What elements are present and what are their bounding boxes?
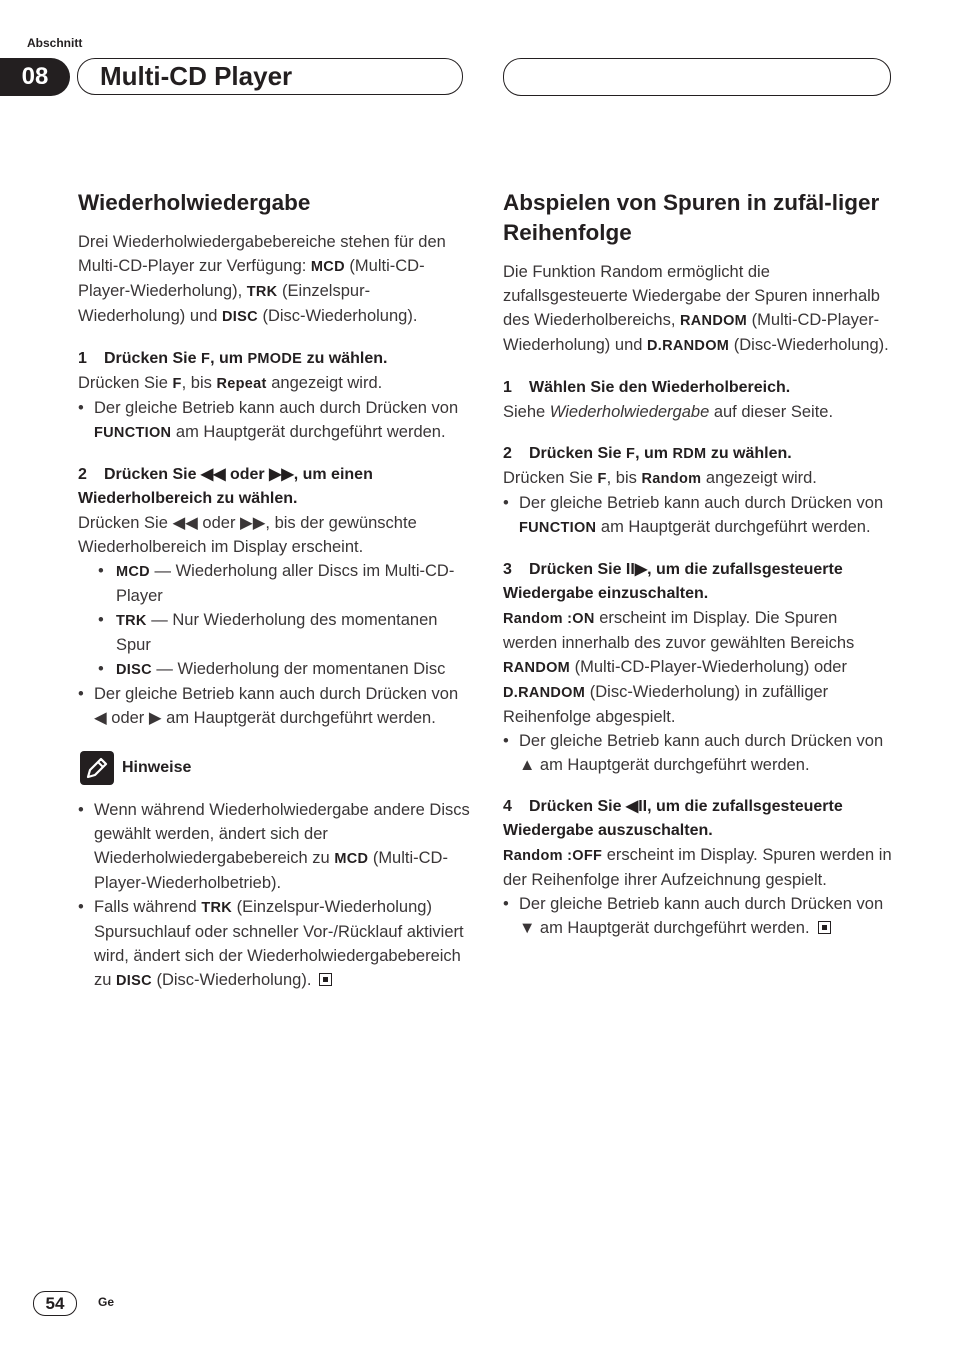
note-item: [78, 895, 470, 993]
end-of-section-icon: [818, 921, 831, 934]
note-pencil-icon: [80, 751, 114, 785]
key-repeat: Repeat: [216, 376, 267, 392]
key-random: Random: [641, 471, 702, 487]
bullet: •: [98, 562, 104, 580]
key-rdm: RDM: [672, 446, 707, 462]
text: , um: [210, 350, 248, 367]
step-number: 4: [503, 798, 512, 815]
text: am Hauptgerät durchgeführt werden.: [171, 423, 446, 441]
text: Wenn während Wiederholwiedergabe andere Discs gewählt werden, ändert sich der Wiederholwiedergabebereich zu: [94, 801, 470, 867]
list-item: [78, 559, 470, 608]
heading-wiederholwiedergabe: Wiederholwiedergabe: [78, 190, 311, 215]
end-of-section-icon: [319, 973, 332, 986]
step-1-note: [78, 396, 470, 445]
step-2-body: Drücken Sie ◀◀ oder ▶▶, bis der gewünschte Wiederholbereich im Display erscheint.: [78, 514, 417, 556]
bullet: •: [78, 685, 84, 703]
step-3-note: [503, 729, 895, 777]
key-disc: DISC: [222, 309, 258, 325]
section-label: Abschnitt: [27, 36, 83, 50]
language-code: Ge: [98, 1295, 115, 1309]
text: Drei Wiederholwiedergabebereiche stehen für den Multi-CD-Player zur Verfügung:: [78, 233, 446, 275]
key-f: F: [200, 351, 211, 367]
step-3-body: [503, 606, 895, 729]
text: Falls während: [94, 898, 202, 916]
right-column: [503, 188, 895, 940]
bullet: •: [78, 801, 84, 819]
page-number: 54: [33, 1291, 77, 1316]
intro-paragraph: [78, 230, 470, 329]
step-1-title: [503, 376, 895, 400]
step-4-body: [503, 843, 895, 892]
heading-random: Abspielen von Spuren in zufäl-liger Reihenfolge: [503, 190, 880, 245]
bullet: •: [98, 660, 104, 678]
text: (Einzelspur-Wiederholung) Spursuchlauf oder schneller Vor-/Rücklauf aktiviert wird, ändert sich der Wiederholwiedergabebereich zu: [94, 898, 464, 989]
key-disc: DISC: [116, 973, 152, 989]
key-disc: DISC: [116, 662, 152, 678]
hinweise-label: Hinweise: [122, 759, 192, 776]
key-pmode: PMODE: [247, 351, 303, 367]
text: (Multi-CD-Player-Wiederholbetrieb).: [94, 849, 448, 892]
bullet: •: [503, 494, 509, 512]
text: (Disc-Wiederholung).: [729, 336, 889, 354]
bullet: •: [78, 898, 84, 916]
step-2-body: [503, 466, 895, 491]
header-right-frame: [503, 58, 891, 96]
text: , bis: [606, 469, 642, 487]
intro-paragraph: [503, 260, 895, 358]
step-1-title: [78, 347, 470, 371]
key-trk: TRK: [116, 613, 147, 629]
text: Drücken Sie II▶, um die zufallsgesteuerte Wiedergabe einzuschalten.: [503, 561, 843, 602]
text: Der gleiche Betrieb kann auch durch Drücken von ▲ am Hauptgerät durchgeführt werden.: [519, 732, 884, 774]
key-mcd: MCD: [334, 851, 369, 867]
step-number: 1: [78, 350, 87, 367]
text: Drücken Sie: [78, 374, 173, 392]
text: erscheint im Display. Spuren werden in der Reihenfolge ihrer Aufzeichnung gespielt.: [503, 846, 892, 889]
list-item: [78, 657, 470, 682]
key-mcd: MCD: [116, 564, 150, 580]
text: zu wählen.: [706, 445, 792, 462]
step-1-body: [503, 400, 895, 424]
text: (Einzelspur-Wiederholung) und: [78, 282, 371, 325]
step-4-note: [503, 892, 895, 940]
step-2-note: [78, 682, 470, 730]
key-f: F: [597, 471, 607, 487]
key-function: FUNCTION: [519, 520, 597, 536]
key-trk: TRK: [201, 900, 233, 916]
key-f: F: [625, 446, 636, 462]
step-1-body: [78, 371, 470, 396]
section-number-badge: 08: [0, 58, 70, 96]
step-number: 3: [503, 561, 512, 578]
text: , um: [635, 445, 673, 462]
bullet: •: [503, 895, 509, 913]
text: Der gleiche Betrieb kann auch durch Drücken von: [94, 399, 459, 417]
text: Die Funktion Random ermöglicht die zufallsgesteuerte Wiedergabe der Spuren innerhalb des Wiederholbereichs,: [503, 263, 880, 329]
step-2-note: [503, 491, 895, 540]
text: (Disc-Wiederholung) in zufälliger Reihenfolge abgespielt.: [503, 683, 829, 726]
text: (Disc-Wiederholung).: [151, 971, 312, 989]
text: Drücken Sie: [529, 445, 626, 462]
hinweise-header: [78, 750, 470, 786]
text: Drücken Sie: [503, 469, 598, 487]
text: Drücken Sie ◀◀ oder ▶▶, um einen Wiederholbereich zu wählen.: [78, 466, 373, 507]
left-column: [78, 188, 470, 993]
bullet: •: [78, 399, 84, 417]
step-4-title: [503, 795, 895, 843]
text: Drücken Sie ◀II, um die zufallsgesteuerte Wiedergabe auszuschalten.: [503, 798, 843, 839]
step-2-title: [78, 463, 470, 511]
note-item: [78, 798, 470, 895]
key-function: FUNCTION: [94, 425, 172, 441]
text: (Multi-CD-Player-Wiederholung),: [78, 257, 425, 300]
key-random-on: Random :ON: [503, 611, 595, 627]
text: angezeigt wird.: [701, 469, 817, 487]
key-trk: TRK: [246, 284, 278, 300]
text: (Multi-CD-Player-Wiederholung) und: [503, 311, 880, 354]
text: am Hauptgerät durchgeführt werden.: [596, 518, 871, 536]
key-d-random: D.RANDOM: [503, 685, 586, 701]
text: Wählen Sie den Wiederholbereich.: [529, 379, 791, 396]
step-3-title: [503, 558, 895, 606]
step-number: 2: [503, 445, 512, 462]
text: Drücken Sie: [104, 350, 201, 367]
text: angezeigt wird.: [266, 374, 383, 392]
bullet: •: [503, 732, 509, 750]
text: (Disc-Wiederholung).: [257, 307, 418, 325]
key-f: F: [172, 376, 182, 392]
step-2-title: [503, 442, 895, 466]
text: — Nur Wiederholung des momentanen Spur: [116, 611, 438, 654]
text: — Wiederholung aller Discs im Multi-CD-Player: [116, 562, 455, 605]
key-random: RANDOM: [680, 313, 748, 329]
key-d-random: D.RANDOM: [647, 338, 730, 354]
text: Der gleiche Betrieb kann auch durch Drücken von ▼ am Hauptgerät durchgeführt werden.: [519, 895, 884, 937]
text: — Wiederholung der momentanen Disc: [151, 660, 446, 678]
cross-reference: Wiederholwiedergabe: [549, 403, 710, 421]
text: zu wählen.: [302, 350, 388, 367]
key-mcd: MCD: [310, 259, 345, 275]
text: auf dieser Seite.: [709, 403, 834, 421]
key-random-off: Random :OFF: [503, 848, 603, 864]
text: Der gleiche Betrieb kann auch durch Drücken von ◀ oder ▶ am Hauptgerät durchgeführt werden.: [94, 685, 459, 727]
text: (Multi-CD-Player-Wiederholung) oder: [570, 658, 847, 676]
text: , bis: [181, 374, 217, 392]
text: Der gleiche Betrieb kann auch durch Drücken von: [519, 494, 884, 512]
bullet: •: [98, 611, 104, 629]
page-title: Multi-CD Player: [100, 61, 293, 91]
key-random: RANDOM: [503, 660, 571, 676]
text: Siehe: [503, 403, 550, 421]
step-number: 1: [503, 379, 512, 396]
step-number: 2: [78, 466, 87, 483]
text: erscheint im Display. Die Spuren werden innerhalb des zuvor gewählten Bereichs: [503, 609, 855, 652]
list-item: [78, 608, 470, 657]
